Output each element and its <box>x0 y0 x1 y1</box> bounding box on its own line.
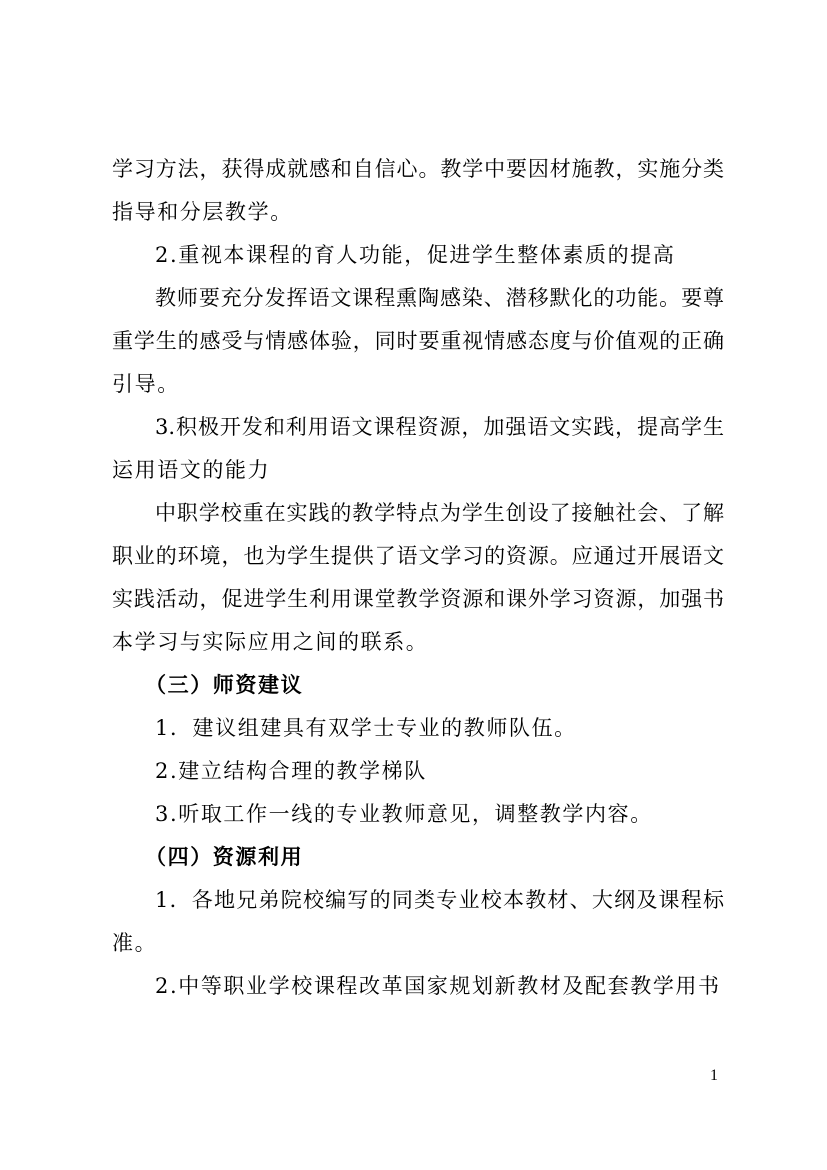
list-item: 1．建议组建具有双学士专业的教师队伍。 <box>155 716 577 740</box>
page-number: 1 <box>710 1067 718 1084</box>
section-heading: 2.重视本课程的育人功能，促进学生整体素质的提高 <box>155 243 676 267</box>
list-item: 3.听取工作一线的专业教师意见，调整教学内容。 <box>155 802 653 826</box>
paragraph-line: 本学习与实际应用之间的联系。 <box>112 630 429 654</box>
section-heading: 3.积极开发和利用语文课程资源，加强语文实践，提高学生 <box>155 415 724 439</box>
paragraph-line: 学习方法，获得成就感和自信心。教学中要因材施教，实施分类 <box>112 157 724 181</box>
paragraph-line: 实践活动，促进学生利用课堂教学资源和课外学习资源，加强书 <box>112 587 724 611</box>
paragraph-line: 中职学校重在实践的教学特点为学生创设了接触社会、了解 <box>155 501 724 525</box>
section-title: （三）师资建议 <box>145 673 304 697</box>
list-item: 准。 <box>112 931 158 955</box>
paragraph-line: 重学生的感受与情感体验，同时要重视情感态度与价值观的正确 <box>112 329 724 353</box>
paragraph-line: 职业的环境，也为学生提供了语文学习的资源。应通过开展语文 <box>112 544 724 568</box>
section-heading: 运用语文的能力 <box>112 458 271 482</box>
list-item: 2.建立结构合理的教学梯队 <box>155 759 427 783</box>
list-item: 2.中等职业学校课程改革国家规划新教材及配套教学用书 <box>155 974 721 998</box>
paragraph-line: 引导。 <box>112 372 180 396</box>
paragraph-line: 指导和分层教学。 <box>112 200 293 224</box>
list-item: 1．各地兄弟院校编写的同类专业校本教材、大纲及课程标 <box>155 888 724 912</box>
paragraph-line: 教师要充分发挥语文课程熏陶感染、潜移默化的功能。要尊 <box>155 286 724 310</box>
section-title: （四）资源利用 <box>145 845 304 869</box>
